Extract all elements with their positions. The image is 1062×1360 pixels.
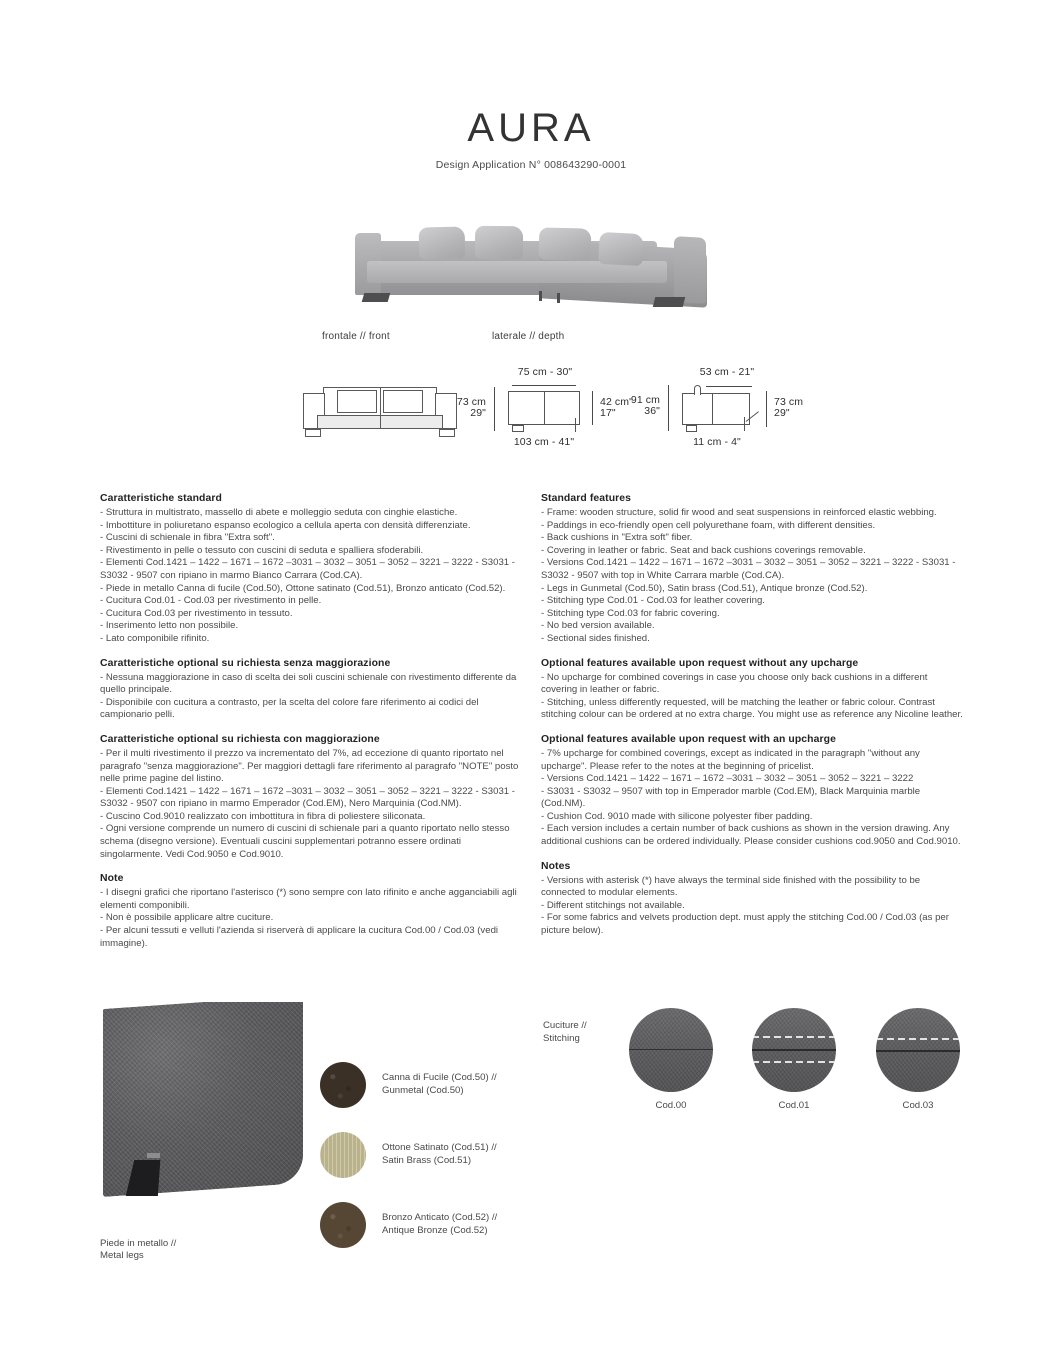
stitching-swatch-icon	[876, 1008, 960, 1092]
spec-line: - For some fabrics and velvets production dept. must apply the stitching Cod.00 / Cod.03 (as per picture below).	[541, 912, 949, 937]
dim-corner-left-2: 36"	[644, 405, 660, 417]
dim-leader-top	[512, 385, 576, 386]
spec-list-optional-upcharge-it	[100, 748, 524, 861]
finish-label-it: Canna di Fucile (Cod.50) //	[382, 1072, 497, 1083]
spec-line: - Paddings in eco-friendly open cell polyurethane foam, with different densities.	[541, 519, 876, 531]
spec-line: - Different stitchings not available.	[541, 899, 685, 911]
finish-label-it: Bronzo Anticato (Cod.52) //	[382, 1212, 498, 1223]
dim-leader-left	[668, 385, 669, 431]
spec-line: - Ogni versione comprende un numero di cuscini di schienale pari a quanto riportato nello stesso schema (disegno versione). Eventuali cuscini supplementari potranno essere ordinati singolarmente. Vedi Cod.9050 e Cod.9010.	[100, 823, 510, 860]
dim-depth-left-2: 29"	[470, 407, 486, 419]
spec-list-standard-it	[100, 507, 524, 646]
finish-swatch-satin-brass-icon	[320, 1132, 366, 1178]
spec-line: - Lato componibile rifinito.	[100, 632, 210, 644]
sofa-leg	[539, 291, 542, 301]
view-label-depth: laterale // depth	[492, 331, 565, 342]
dim-corner-right-1: 73 cm	[774, 396, 804, 408]
dim-depth-right-1: 42 cm"	[600, 396, 633, 408]
spec-line: - Stitching type Cod.03 for fabric covering.	[541, 607, 720, 619]
spec-heading-optional-free-it: Caratteristiche optional su richiesta senza maggiorazione	[100, 657, 391, 669]
metal-leg-shape	[126, 1160, 161, 1196]
side-corner-divider	[712, 394, 713, 424]
specifications-italian	[100, 492, 524, 950]
spec-line: - Covering in leather or fabric. Seat and back cushions coverings removable.	[541, 544, 866, 556]
spec-line: - Struttura in multistrato, massello di abete e molleggio seduta con cinghie elastiche.	[100, 507, 458, 518]
stitching-title-en: Stitching	[543, 1032, 580, 1044]
spec-line: - Stitching, unless differently requested, will be matching the leather or fabric colour. Contrast stitching colour can be ordered at no extra charge. You might use as reference any Nicoline leather.	[541, 696, 963, 721]
spec-line: - No bed version available.	[541, 620, 655, 632]
metal-leg-caption-en: Metal legs	[100, 1250, 144, 1262]
dim-corner-left-1: 91 cm	[630, 394, 660, 406]
stitching-sample-cod01[interactable]	[752, 1008, 836, 1111]
spec-line: - Inserimento letto non possibile.	[100, 620, 239, 632]
dim-leader-right	[766, 391, 767, 427]
spec-line: - Piede in metallo Canna di fucile (Cod.50), Ottone satinato (Cod.51), Bronzo anticato (Cod.52).	[100, 582, 506, 594]
spec-line: - Stitching type Cod.01 - Cod.03 for leather covering.	[541, 595, 765, 607]
front-cushion	[337, 390, 377, 413]
spec-line: - Frame: wooden structure, solid fir wood and seat suspensions in reinforced elastic webbing.	[541, 507, 937, 518]
stitching-swatch-icon	[629, 1008, 713, 1092]
spec-list-optional-free-it	[100, 672, 524, 722]
spec-line: - 7% upcharge for combined coverings, except as indicated in the paragraph "without any upcharge". Please refer to the notes at the beginning of pricelist.	[541, 747, 920, 772]
spec-list-notes-it	[100, 887, 524, 950]
front-elevation-drawing	[303, 387, 457, 439]
spec-line: - Cuscino Cod.9010 realizzato con imbottitura in fibra di poliestere siliconata.	[100, 810, 426, 822]
spec-line: - Each version includes a certain number of back cushions as shown in the version drawing. Any additional cushions can be ordered individually. Please consider cushions cod.9050 and Cod.9010.	[541, 823, 961, 848]
spec-line: - Imbottiture in poliuretano espanso ecologico a cellula aperta con densità differenziate.	[100, 519, 471, 531]
stitching-title-it: Cuciture //	[543, 1020, 587, 1031]
spec-line: - Legs in Gunmetal (Cod.50), Satin brass (Cod.51), Antique bronze (Cod.52).	[541, 582, 868, 594]
stitching-swatch-icon	[752, 1008, 836, 1092]
spec-line: - Disponibile con cucitura a contrasto, per la scelta del colore fare riferimento ai codici del campionario pelli.	[100, 696, 479, 721]
brand-tag	[147, 1153, 160, 1158]
back-cushion	[598, 232, 644, 266]
side-depth-foot	[512, 425, 524, 432]
spec-line: - Sectional sides finished.	[541, 632, 650, 644]
finish-swatch-gunmetal-icon	[320, 1062, 366, 1108]
front-center-divider	[380, 387, 381, 429]
sofa-leg	[653, 297, 685, 307]
side-corner-body	[682, 393, 750, 425]
spec-list-notes-en	[541, 875, 965, 938]
dim-corner-bottom: 11 cm - 4"	[693, 436, 741, 448]
product-photo	[311, 193, 751, 323]
side-depth-diagram	[452, 365, 633, 457]
stitching-section-title	[543, 1020, 587, 1045]
spec-line: - Versions with asterisk (*) have always the terminal side finished with the possibility to be connected to modular elements.	[541, 874, 921, 899]
finish-swatch-gunmetal-label	[382, 1072, 497, 1097]
finish-swatch-antique-bronze-icon	[320, 1202, 366, 1248]
back-cushion	[539, 227, 592, 260]
spec-line: - Cuscini di schienale in fibra "Extra soft".	[100, 532, 275, 544]
stitching-code-label: Cod.00	[655, 1100, 687, 1111]
spec-line: - Nessuna maggiorazione in caso di scelta dei soli cuscini schienale con rivestimento differente da quello principale.	[100, 671, 517, 696]
spec-line: - Rivestimento in pelle o tessuto con cuscini di seduta e spalliera sfoderabili.	[100, 544, 424, 556]
stitching-code-label: Cod.03	[902, 1100, 934, 1111]
dim-leader-top	[706, 386, 752, 387]
side-depth-back-leg	[575, 418, 576, 432]
dim-depth-bottom: 103 cm - 41"	[513, 436, 575, 448]
front-foot	[305, 429, 321, 437]
finish-label-en: Satin Brass (Cod.51)	[382, 1154, 472, 1166]
sofa-illustration	[349, 205, 719, 313]
spec-line: - Back cushions in "Extra soft" fiber.	[541, 532, 693, 544]
spec-line: - Versions Cod.1421 – 1422 – 1671 – 1672 –3031 – 3032 – 3051 – 3052 – 3221 – 3222 - S3031 - S3032 - 9507 with top in White Carrara marble (Cod.CA).	[541, 557, 956, 581]
metal-leg-photo	[100, 1002, 312, 1230]
spec-list-standard-en	[541, 507, 965, 646]
metal-leg-caption	[100, 1238, 176, 1263]
spec-heading-optional-free-en: Optional features available upon request without any upcharge	[541, 657, 859, 669]
dim-leader-right	[592, 391, 593, 425]
finish-label-en: Antique Bronze (Cod.52)	[382, 1224, 488, 1236]
stitching-sample-cod00[interactable]	[629, 1008, 713, 1111]
dim-corner-right-2: 29"	[774, 407, 790, 419]
dim-corner-top: 53 cm - 21"	[699, 366, 755, 378]
corner-cushion-hook	[694, 385, 701, 395]
dim-leader-left	[494, 387, 495, 431]
sofa-arm-right	[674, 236, 706, 304]
dim-depth-left-1: 73 cm	[456, 396, 486, 408]
specifications-english	[541, 492, 965, 938]
stitching-sample-cod03[interactable]	[876, 1008, 960, 1111]
dimension-diagrams	[0, 365, 1062, 457]
side-depth-divider	[544, 392, 545, 424]
dim-depth-top: 75 cm - 30"	[517, 366, 573, 378]
finish-label-it: Ottone Satinato (Cod.51) //	[382, 1142, 497, 1153]
spec-line: - Per alcuni tessuti e velluti l'azienda si riserverà di applicare la cucitura Cod.00 / Cod.03 (vedi immagine).	[100, 925, 499, 949]
finish-label-en: Gunmetal (Cod.50)	[382, 1084, 464, 1096]
back-cushion	[419, 226, 466, 259]
spec-heading-standard-it: Caratteristiche standard	[100, 493, 222, 504]
sofa-leg	[362, 293, 391, 302]
finish-swatch-antique-bronze-label	[382, 1212, 497, 1237]
spec-line: - Per il multi rivestimento il prezzo va incrementato del 7%, ad eccezione di quanto riportato nel paragrafo "senza maggiorazione". Per maggiori dettagli fare riferimento al paragrafo "NOTE" posto nelle prime pagine del listino.	[100, 747, 519, 785]
side-corner-foot	[686, 425, 697, 432]
spec-line: - Elementi Cod.1421 – 1422 – 1671 – 1672 –3031 – 3032 – 3051 – 3052 – 3221 – 3222 - S3031 - S3032 - 9507 con ripiano in marmo Emperador (Cod.EM), Nero Marquinia (Cod.NM).	[100, 785, 515, 810]
sofa-leg	[557, 293, 560, 303]
spec-heading-optional-upcharge-it: Caratteristiche optional su richiesta con maggiorazione	[100, 733, 380, 745]
side-corner-diagram	[628, 365, 804, 457]
spec-heading-optional-upcharge-en: Optional features available upon request with an upcharge	[541, 733, 836, 745]
spec-line: - Versions Cod.1421 – 1422 – 1671 – 1672 –3031 – 3032 – 3051 – 3052 – 3221 – 3222	[541, 773, 914, 785]
spec-line: - S3031 - S3032 – 9507 with top in Emperador marble (Cod.EM), Black Marquinia marble (Cod.NM).	[541, 785, 921, 810]
spec-line: - Cushion Cod. 9010 made with silicone polyester fiber padding.	[541, 810, 813, 822]
view-labels	[0, 331, 1062, 349]
spec-line: - Cucitura Cod.03 per rivestimento in tessuto.	[100, 607, 293, 619]
finish-swatch-satin-brass-label	[382, 1142, 497, 1167]
spec-heading-notes-it: Note	[100, 873, 124, 885]
spec-line: - No upcharge for combined coverings in case you choose only back cushions in a different covering in leather or fabric.	[541, 671, 928, 696]
spec-line: - Elementi Cod.1421 – 1422 – 1671 – 1672 –3031 – 3032 – 3051 – 3052 – 3221 – 3222 - S3031 - S3032 - 9507 con ripiano in marmo Bianco Carrara (Cod.CA).	[100, 557, 515, 581]
stitching-code-label: Cod.01	[778, 1100, 810, 1111]
spec-line: - Cucitura Cod.01 - Cod.03 per rivestimento in pelle.	[100, 595, 322, 607]
front-cushion	[383, 390, 423, 413]
side-corner-back-leg	[744, 417, 745, 431]
view-label-front: frontale // front	[322, 331, 390, 342]
spec-line: - Non è possibile applicare altre cuciture.	[100, 912, 274, 924]
spec-list-optional-upcharge-en	[541, 748, 965, 849]
back-cushion	[475, 226, 523, 260]
spec-list-optional-free-en	[541, 672, 965, 722]
metal-leg-caption-it: Piede in metallo //	[100, 1238, 177, 1249]
spec-heading-notes-en: Notes	[541, 860, 571, 872]
spec-line: - I disegni grafici che riportano l'asterisco (*) sono sempre con lato rifinito e anche agganciabili agli elementi componibili.	[100, 887, 517, 911]
spec-heading-standard-en: Standard features	[541, 493, 632, 504]
page-title: AURA	[467, 106, 595, 150]
design-application-number: Design Application N° 008643290-0001	[435, 159, 627, 171]
page-header	[0, 0, 1062, 171]
dim-depth-right-2: 17"	[600, 407, 616, 419]
